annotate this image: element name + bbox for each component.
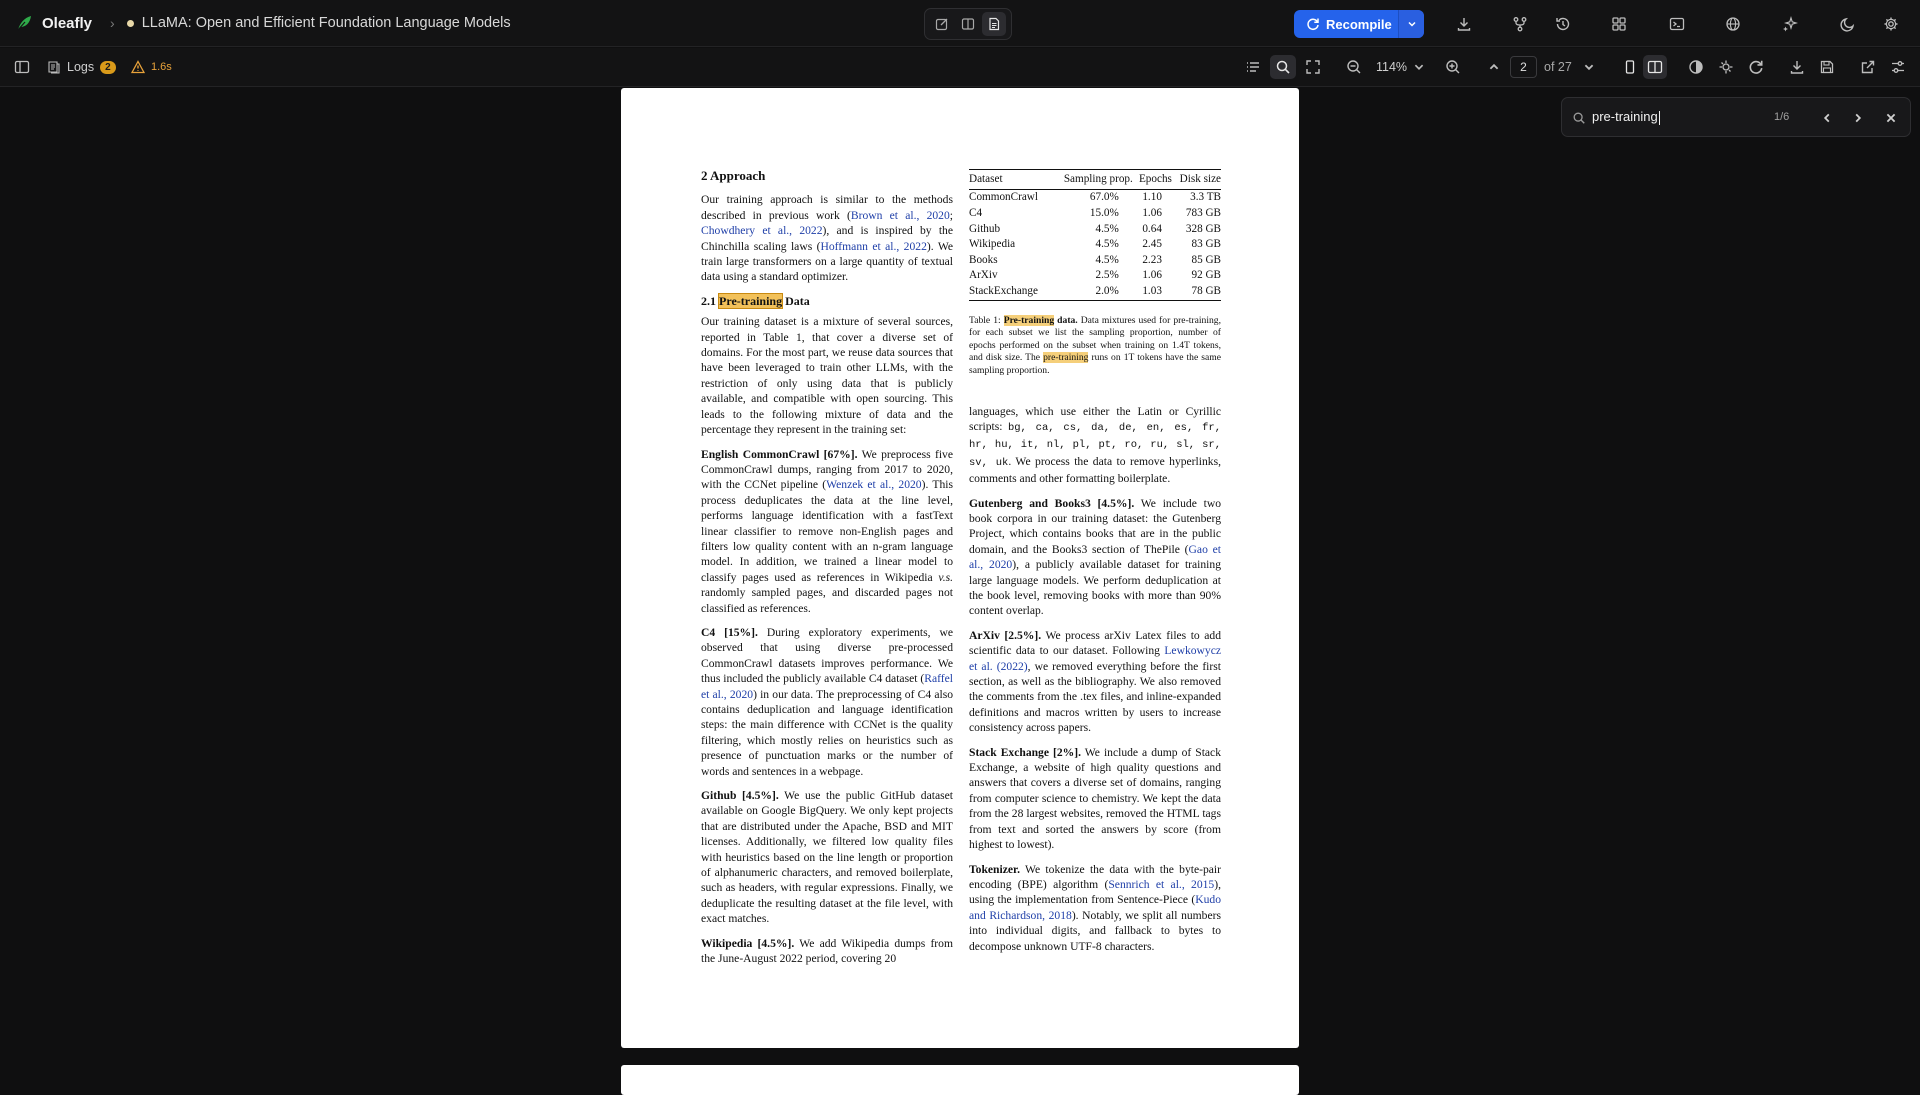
moon-icon	[1840, 16, 1856, 32]
dataset-table	[969, 169, 1221, 301]
table-row: ArXiv 2.5% 1.06 92 GB	[969, 269, 1221, 282]
logs-count-badge: 2	[100, 61, 116, 74]
close-icon	[1885, 112, 1897, 124]
download-button[interactable]	[1454, 14, 1474, 34]
search-icon	[1570, 109, 1588, 127]
pencil-icon	[935, 17, 949, 31]
ai-assist-button[interactable]	[1780, 14, 1800, 34]
pdf-settings-button[interactable]	[1888, 57, 1908, 77]
citation-link[interactable]: Kudo and Richardson, 2018	[969, 893, 1221, 922]
fullscreen-button[interactable]	[1303, 57, 1323, 77]
table-header-cell: Sampling prop.	[1051, 170, 1133, 190]
subsection-heading: 2.1 Pre-training Data	[701, 293, 810, 308]
split-view-icon	[961, 17, 975, 31]
editor-mode-button[interactable]	[930, 12, 954, 36]
next-page-button[interactable]	[1580, 57, 1598, 77]
logs-label: Logs	[67, 60, 95, 74]
history-button[interactable]	[1553, 14, 1573, 34]
sync-button[interactable]	[1716, 57, 1736, 77]
paragraph: Stack Exchange [2%]. We include a dump of Stack Exchange, a website of high quality questions and answers that covers a diverse set of domains, ranging from computer science to chemistry. We kept the data from the 28 largest websites, removed the HTML tags from text and sorted the answers by score (from highest to lowest).	[969, 745, 1222, 852]
pdf-page	[621, 88, 1299, 1048]
paragraph: Wikipedia [4.5%]. We add Wikipedia dumps from the June-August 2022 period, covering 20	[701, 936, 953, 966]
contrast-icon	[1688, 59, 1704, 75]
next-pdf-page	[621, 1065, 1299, 1095]
citation-link[interactable]: Raffel et al., 2020	[701, 672, 953, 701]
paragraph: ArXiv [2.5%]. We process arXiv Latex files to add scientific data to our dataset. Following Lewkowycz et al. (2022), we removed everything before the first section, as well as the bibliography. We also removed the comments from the .tex files, and inline-expanded definitions and macros written by users to increase consistency across papers.	[969, 628, 1221, 735]
compile-warning[interactable]	[131, 57, 172, 77]
layout-grid-button[interactable]	[1609, 14, 1629, 34]
two-page-button[interactable]	[1643, 55, 1667, 79]
table-row: Wikipedia 4.5% 2.45 83 GB	[969, 238, 1221, 251]
search-match: pre-training	[1043, 352, 1089, 364]
reload-button[interactable]	[1746, 57, 1766, 77]
chevron-right-icon	[1852, 112, 1864, 124]
open-external-button[interactable]	[1858, 57, 1878, 77]
chevron-down-icon	[1583, 61, 1595, 73]
expand-icon	[1305, 59, 1321, 75]
top-bar	[0, 0, 1920, 47]
paragraph: Tokenizer. We tokenize the data with the byte-pair encoding (BPE) algorithm (Sennrich et al., 2015), using the implementation from Sentence-Piece (Kudo and Richardson, 2018). Notably, we split all numbers into individual digits, and fallback to bytes to decompose unknown UTF-8 characters.	[969, 862, 1221, 953]
invert-colors-button[interactable]	[1686, 57, 1706, 77]
paragraph: English CommonCrawl [67%]. We preprocess five CommonCrawl dumps, ranging from 2017 to 2020, with the CCNet pipeline (Wenzek et al., 2020). This process deduplicates the data at the line level, performs language identification with a fastText linear classifier to remove non-English pages and filters low quality content with an n-gram language model. In addition, we trained a linear model to classify pages used as references in Wikipedia v.s. randomly sampled pages, and discarded pages not classified as references.	[701, 447, 954, 615]
paragraph: Our training dataset is a mixture of several sources, reported in Table 1, that cover a diverse set of domains. For the most part, we reuse data sources that have been leveraged to train other LLMs, with the restriction of only using data that is publicly available, and compatible with open sourcing. This leads to the following mixture of data and the percentage they represent in the training set:	[701, 315, 953, 437]
git-branch-button[interactable]	[1510, 14, 1530, 34]
table-row: C4 15.0% 1.06 783 GB	[969, 207, 1221, 219]
page-input[interactable]	[1510, 56, 1537, 78]
zoom-select[interactable]	[1376, 57, 1425, 77]
recompile-button-group	[1294, 10, 1424, 38]
view-mode-switch	[924, 8, 1012, 40]
table-header-cell: Disk size	[1172, 170, 1221, 190]
history-icon	[1555, 16, 1571, 32]
right-column	[969, 169, 1221, 963]
paragraph: C4 [15%]. During exploratory experiments, we observed that using diverse pre-processed CommonCrawl datasets improves performance. We thus included the publicly available C4 dataset (Raffel et al., 2020) in our data. The preprocessing of C4 also contains deduplication and language identification steps: the main difference with CCNet is the quality filtering, which mostly relies on heuristics such as presence of punctuation marks or the number of words and sentences in a webpage.	[701, 625, 954, 778]
app-name: Oleafly	[42, 14, 93, 32]
warning-icon	[131, 60, 145, 74]
settings-button[interactable]	[1881, 14, 1901, 34]
compile-time: 1.6s	[151, 61, 172, 73]
search-close-button[interactable]	[1882, 109, 1900, 127]
citation-link[interactable]: Gao et al., 2020	[969, 542, 1221, 572]
magic-icon	[1718, 59, 1734, 75]
single-page-button[interactable]	[1619, 56, 1641, 78]
chevron-down-icon	[1407, 19, 1417, 29]
page-number-field[interactable]: 2	[1510, 56, 1537, 78]
chevron-up-icon	[1488, 61, 1500, 73]
document-icon	[987, 17, 1001, 31]
download-icon	[1789, 59, 1805, 75]
language-button[interactable]	[1723, 14, 1743, 34]
download-icon	[1456, 16, 1472, 32]
zoom-out-icon	[1346, 59, 1362, 75]
sliders-icon	[1890, 59, 1906, 75]
page-total-label: of 27	[1544, 60, 1572, 74]
document-title[interactable]: LLaMA: Open and Efficient Foundation Language Models	[141, 15, 511, 31]
table-row: Books 4.5% 2.23 85 GB	[969, 253, 1221, 266]
zoom-in-button[interactable]	[1443, 57, 1463, 77]
recompile-options-button[interactable]	[1398, 10, 1424, 38]
paragraph: languages, which use either the Latin or Cyrillic scripts: bg, ca, cs, da, de, en, es, fr, hr, hu, it, nl, pl, pt, ro, ru, sl, sr, sv, uk. We process the data to remove hyperlinks, comments and other formatting boilerplate.	[969, 404, 1222, 486]
table-header-cell: Dataset	[969, 170, 1051, 190]
search-match-current: Pre-training	[719, 293, 783, 308]
search-icon	[1275, 59, 1291, 75]
citation-link[interactable]: Brown et al., 2020	[850, 208, 950, 222]
search-match-count: 1/6	[1774, 111, 1790, 123]
search-prev-button[interactable]	[1818, 109, 1836, 127]
table-row: StackExchange 2.0% 1.03 78 GB	[969, 284, 1221, 300]
citation-link[interactable]: Lewkowycz et al. (2022)	[969, 644, 1221, 673]
single-page-icon	[1622, 59, 1638, 75]
search-next-button[interactable]	[1849, 109, 1867, 127]
split-mode-button[interactable]	[956, 12, 980, 36]
pdf-toolbar	[0, 48, 1920, 87]
unsaved-dot	[127, 20, 134, 27]
theme-toggle-button[interactable]	[1838, 14, 1858, 34]
sidebar-icon	[14, 59, 30, 75]
save-icon	[1819, 59, 1835, 75]
download-pdf-button[interactable]	[1787, 57, 1807, 77]
zoom-in-icon	[1445, 59, 1461, 75]
grid-icon	[1611, 16, 1627, 32]
refresh-icon	[1306, 17, 1320, 31]
search-toggle-button[interactable]	[1270, 55, 1296, 79]
chevron-left-icon	[1821, 112, 1833, 124]
zoom-level: 114%	[1376, 60, 1408, 74]
logs-button[interactable]	[47, 57, 116, 77]
breadcrumb-separator: ›	[110, 15, 115, 31]
table-caption: Table 1: Pre-training data. Data mixtures used for pre-training, for each subset we list the sampling proportion, number of epochs performed on the subset when training on 1.4T tokens, and disk size. The pre-training runs on 1T tokens have the same sampling proportion.	[969, 314, 1222, 376]
pdf-mode-button[interactable]	[982, 12, 1006, 36]
terminal-icon	[1669, 16, 1685, 32]
paragraph: Github [4.5%]. We use the public GitHub dataset available on Google BigQuery. We only kept projects that are distributed under the Apache, BSD and MIT licenses. Additionally, we filtered low quality files with heuristics based on the line length or proportion of alphanumeric characters, and removed boilerplate, such as headers, with regular expressions. Finally, we deduplicate the resulting dataset at the file level, with exact matches.	[701, 789, 953, 926]
recompile-label: Recompile	[1326, 16, 1392, 32]
table-header-cell: Epochs	[1133, 170, 1172, 190]
table-row: CommonCrawl 67.0% 1.10 3.3 TB	[969, 191, 1221, 204]
left-column	[701, 168, 953, 976]
paragraph: Gutenberg and Books3 [4.5%]. We include two book corpora in our training dataset: the Gutenberg Project, which contains books that are in the public domain, and the Books3 section of ThePile (Gao et al., 2020), a publicly available dataset for training large language models. We perform deduplication at the book level, removing books with more than 90% content overlap.	[969, 496, 1222, 618]
citation-link[interactable]: Hoffmann et al., 2022	[820, 239, 927, 253]
external-link-icon	[1860, 59, 1876, 75]
terminal-button[interactable]	[1667, 14, 1687, 34]
prev-page-button[interactable]	[1485, 57, 1503, 77]
globe-icon	[1725, 16, 1741, 32]
citation-link[interactable]: Sennrich et al., 2015	[1108, 877, 1215, 891]
brand[interactable]	[16, 15, 92, 32]
outline-button[interactable]	[1243, 57, 1263, 77]
chevron-down-icon	[1413, 61, 1425, 73]
recompile-button[interactable]	[1294, 10, 1398, 38]
two-page-icon	[1647, 59, 1663, 75]
logs-icon	[47, 60, 61, 74]
pdf-viewer[interactable]	[0, 88, 1920, 1080]
sparkles-icon	[1782, 16, 1798, 32]
section-heading: 2 Approach	[701, 168, 766, 183]
table-row: Github 4.5% 0.64 328 GB	[969, 222, 1221, 235]
pdf-search-box	[1561, 97, 1911, 137]
search-match: Pre-training	[1003, 314, 1055, 326]
gear-icon	[1883, 16, 1899, 32]
table-header-row	[969, 170, 1221, 190]
paragraph: Our training approach is similar to the methods described in previous work (Brown et al., 2020; Chowdhery et al., 2022), and is inspired by the Chinchilla scaling laws (Hoffmann et al., 2022). We train large transformers on a large quantity of textual data using a standard optimizer.	[701, 193, 953, 284]
search-input[interactable]: pre-training	[1592, 109, 1658, 124]
git-branch-icon	[1512, 16, 1528, 32]
text-caret	[1659, 111, 1660, 125]
list-icon	[1245, 59, 1261, 75]
citation-link[interactable]: Wenzek et al., 2020	[826, 478, 922, 492]
page-total	[1544, 57, 1572, 77]
toggle-sidebar-button[interactable]	[12, 57, 32, 77]
save-button[interactable]	[1817, 57, 1837, 77]
zoom-out-button[interactable]	[1344, 57, 1364, 77]
citation-link[interactable]: Chowdhery et al., 2022	[701, 224, 823, 238]
leaf-logo-icon	[16, 15, 32, 31]
refresh-icon	[1748, 59, 1764, 75]
